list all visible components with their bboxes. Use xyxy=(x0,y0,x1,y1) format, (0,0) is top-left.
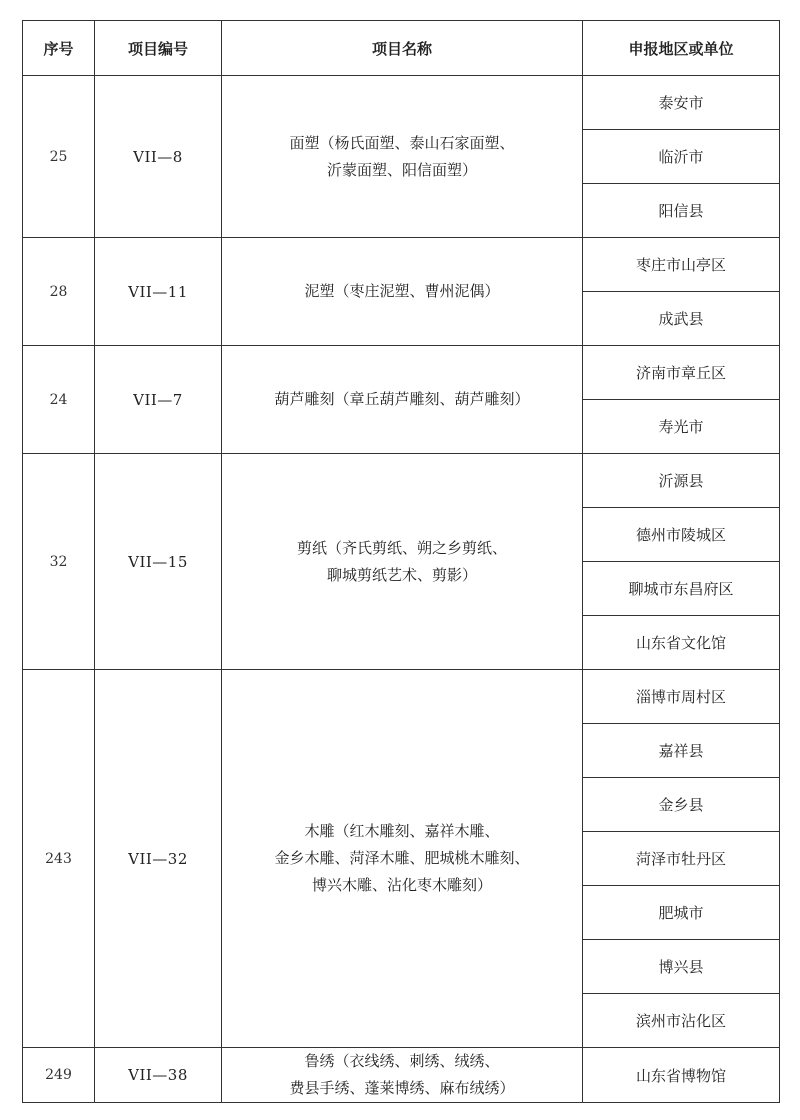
project-name-line: 泥塑（枣庄泥塑、曹州泥偶） xyxy=(304,282,500,300)
serial-number: 25 xyxy=(23,76,95,238)
serial-number: 249 xyxy=(23,1048,95,1103)
header-serial-number: 序号 xyxy=(23,21,95,76)
serial-number: 24 xyxy=(23,346,95,454)
project-code: VII—38 xyxy=(95,1048,222,1103)
project-name xyxy=(222,1048,583,1103)
table-row xyxy=(23,76,780,130)
applicant-unit: 阳信县 xyxy=(583,184,780,238)
header-project-code: 项目编号 xyxy=(95,21,222,76)
applicant-unit: 菏泽市牡丹区 xyxy=(583,832,780,886)
project-name-line: 博兴木雕、沾化枣木雕刻） xyxy=(311,876,492,894)
project-name-line: 聊城剪纸艺术、剪影） xyxy=(326,565,477,584)
header-row xyxy=(23,21,780,76)
project-name xyxy=(222,670,583,1048)
project-name-line: 面塑（杨氏面塑、泰山石家面塑、 xyxy=(289,133,515,152)
table-row xyxy=(23,670,780,724)
applicant-unit: 山东省博物馆 xyxy=(583,1048,780,1103)
applicant-unit: 沂源县 xyxy=(583,454,780,508)
table-row xyxy=(23,346,780,400)
applicant-unit: 淄博市周村区 xyxy=(583,670,780,724)
applicant-unit: 泰安市 xyxy=(583,76,780,130)
table-row xyxy=(23,238,780,292)
applicant-unit: 聊城市东昌府区 xyxy=(583,562,780,616)
applicant-unit: 肥城市 xyxy=(583,886,780,940)
applicant-unit: 成武县 xyxy=(583,292,780,346)
applicant-unit: 德州市陵城区 xyxy=(583,508,780,562)
serial-number: 32 xyxy=(23,454,95,670)
applicant-unit: 滨州市沾化区 xyxy=(583,994,780,1048)
applicant-unit: 嘉祥县 xyxy=(583,724,780,778)
project-name-line: 沂蒙面塑、阳信面塑） xyxy=(326,160,477,179)
applicant-unit: 临沂市 xyxy=(583,130,780,184)
project-name-line: 木雕（红木雕刻、嘉祥木雕、 xyxy=(304,822,500,840)
project-name-line: 费县手绣、蓬莱博绣、麻布绒绣） xyxy=(289,1079,515,1097)
project-name xyxy=(222,238,583,346)
heritage-project-table xyxy=(22,20,780,1103)
project-code: VII—8 xyxy=(95,76,222,238)
applicant-unit: 山东省文化馆 xyxy=(583,616,780,670)
project-name-line: 葫芦雕刻（章丘葫芦雕刻、葫芦雕刻） xyxy=(274,390,530,408)
project-name xyxy=(222,76,583,238)
project-name-line: 剪纸（齐氏剪纸、朔之乡剪纸、 xyxy=(296,538,507,557)
project-name-line: 金乡木雕、菏泽木雕、肥城桃木雕刻、 xyxy=(274,849,530,867)
applicant-unit: 枣庄市山亭区 xyxy=(583,238,780,292)
serial-number: 243 xyxy=(23,670,95,1048)
project-name xyxy=(222,346,583,454)
project-code: VII—32 xyxy=(95,670,222,1048)
applicant-unit: 博兴县 xyxy=(583,940,780,994)
project-code: VII—15 xyxy=(95,454,222,670)
project-code: VII—11 xyxy=(95,238,222,346)
table-row xyxy=(23,454,780,508)
project-name-line: 鲁绣（衣线绣、刺绣、绒绣、 xyxy=(304,1052,500,1070)
table-row xyxy=(23,1048,780,1103)
applicant-unit: 寿光市 xyxy=(583,400,780,454)
header-applicant-unit: 申报地区或单位 xyxy=(583,21,780,76)
project-name xyxy=(222,454,583,670)
applicant-unit: 济南市章丘区 xyxy=(583,346,780,400)
project-code: VII—7 xyxy=(95,346,222,454)
serial-number: 28 xyxy=(23,238,95,346)
applicant-unit: 金乡县 xyxy=(583,778,780,832)
header-project-name: 项目名称 xyxy=(222,21,583,76)
